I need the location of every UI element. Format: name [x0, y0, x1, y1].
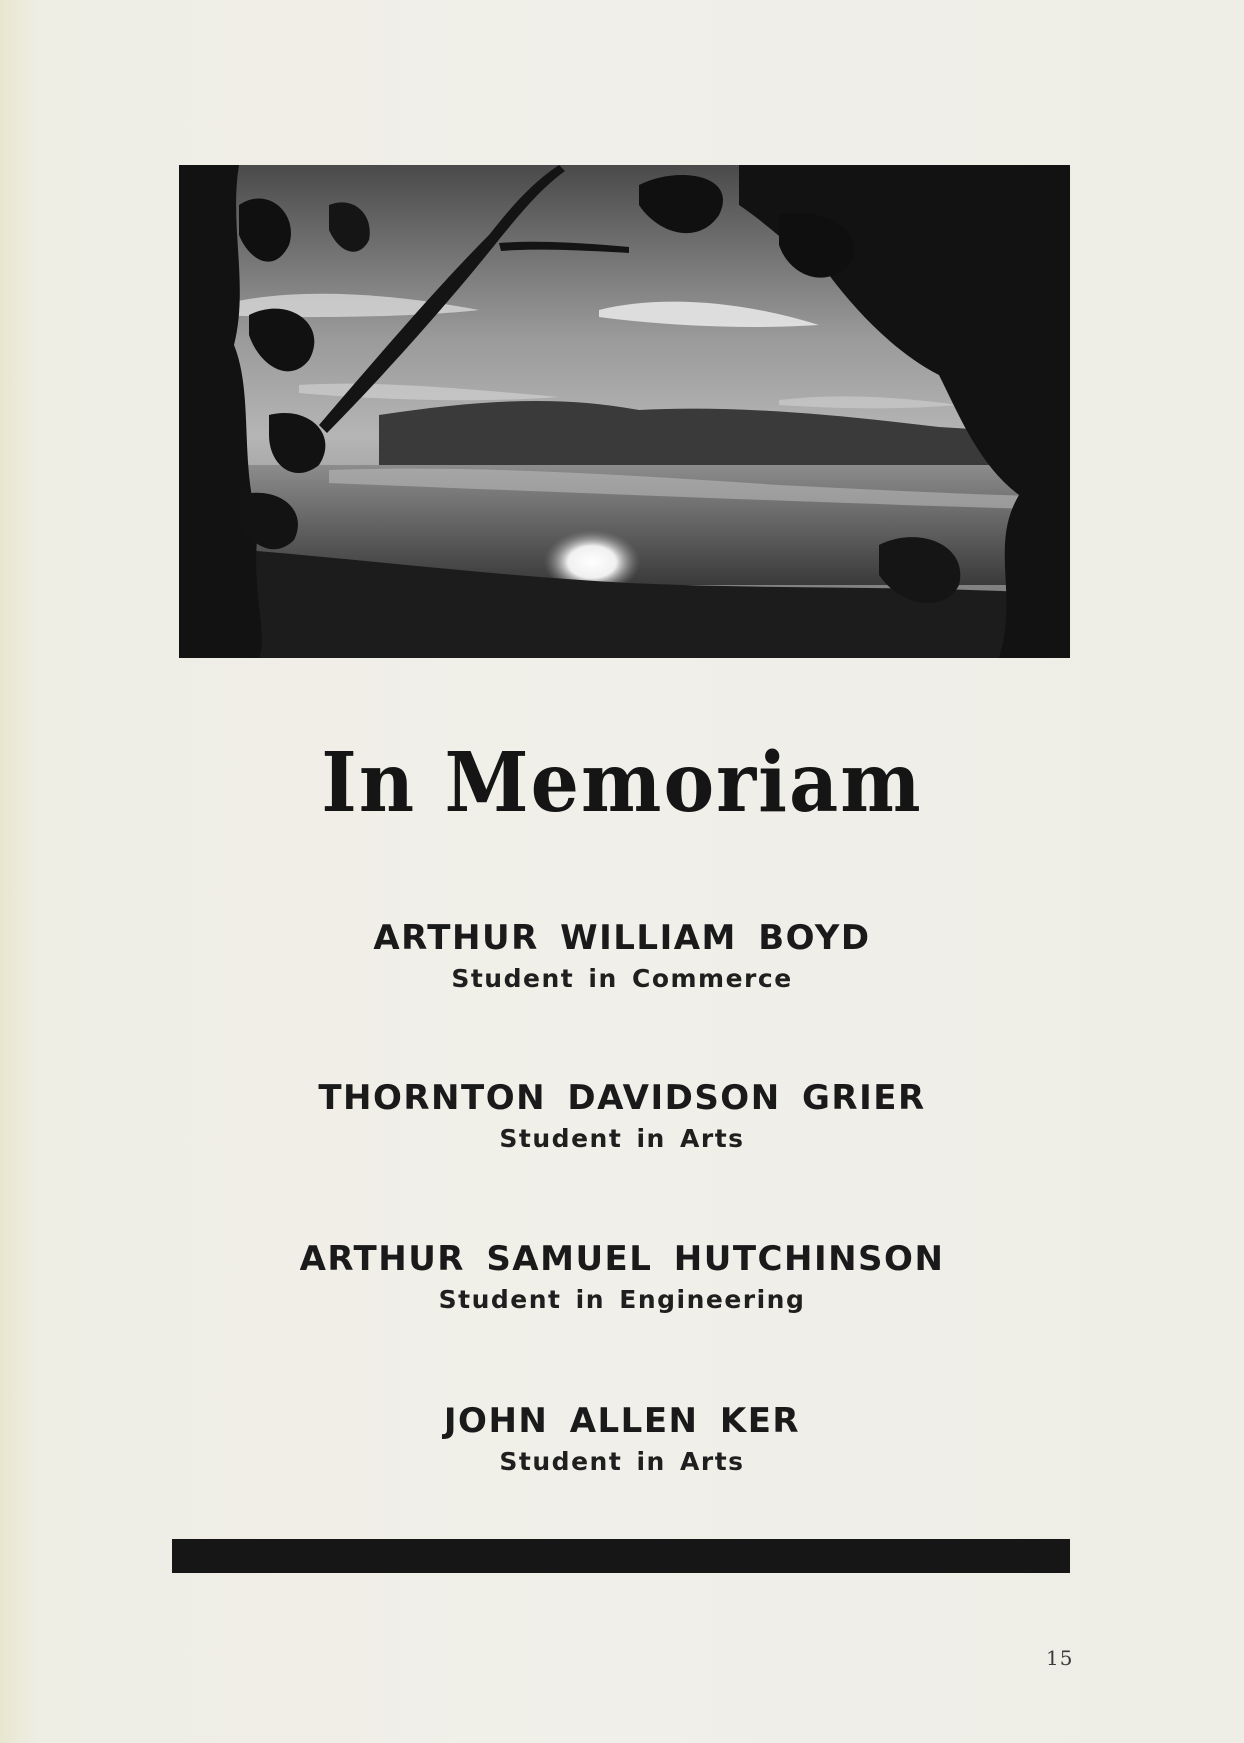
- memorial-entry: [0, 1078, 1244, 1156]
- entry-name: THORNTON DAVIDSON GRIER: [318, 1078, 926, 1118]
- black-divider-bar: [172, 1539, 1070, 1573]
- entry-role: Student in Engineering: [438, 1285, 806, 1314]
- memorial-entry: [0, 1239, 1244, 1317]
- page-number: 15: [1046, 1646, 1074, 1670]
- sunset-photograph-art: [179, 165, 1070, 658]
- memorial-title: In Memoriam: [321, 734, 923, 831]
- entry-role: Student in Arts: [499, 1124, 745, 1153]
- memorial-entry: [0, 918, 1244, 996]
- entry-role: Student in Arts: [499, 1447, 745, 1476]
- entry-name: JOHN ALLEN KER: [443, 1401, 801, 1441]
- entry-role: Student in Commerce: [451, 964, 793, 993]
- memorial-entry: [0, 1401, 1244, 1479]
- entry-name: ARTHUR SAMUEL HUTCHINSON: [299, 1239, 945, 1279]
- sunset-photograph: [179, 165, 1070, 658]
- entry-name: ARTHUR WILLIAM BOYD: [373, 918, 871, 958]
